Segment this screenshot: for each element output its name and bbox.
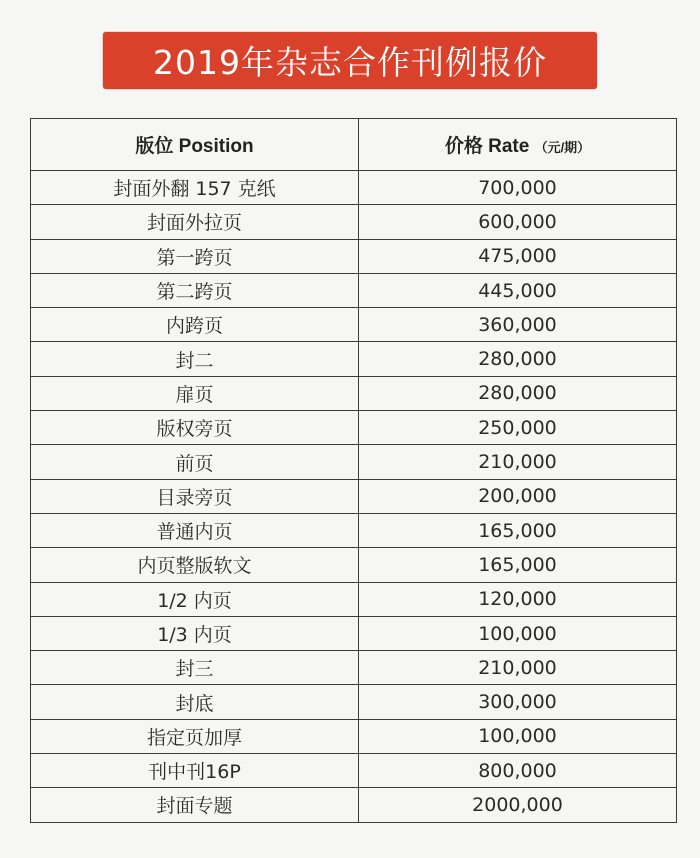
position-cell: 目录旁页 — [31, 479, 359, 513]
table-row — [31, 616, 677, 650]
table-row — [31, 273, 677, 307]
page-title: 2019年杂志合作刊例报价 — [153, 43, 547, 82]
position-cell: 封三 — [31, 651, 359, 685]
rate-cell: 210,000 — [359, 445, 677, 479]
rate-cell: 100,000 — [359, 719, 677, 753]
position-cell: 指定页加厚 — [31, 719, 359, 753]
rate-cell: 100,000 — [359, 616, 677, 650]
position-cell: 封面外拉页 — [31, 205, 359, 239]
column-header-rate-unit: （元/期） — [534, 140, 591, 155]
rate-cell: 165,000 — [359, 513, 677, 547]
price-table — [30, 118, 677, 823]
rate-cell: 300,000 — [359, 685, 677, 719]
table-row — [31, 308, 677, 342]
column-header-rate-label: 价格 Rate — [444, 136, 530, 157]
table-row — [31, 239, 677, 273]
table-row — [31, 651, 677, 685]
rate-cell: 800,000 — [359, 754, 677, 788]
table-row — [31, 205, 677, 239]
table-row — [31, 719, 677, 753]
table-row — [31, 445, 677, 479]
rate-cell: 700,000 — [359, 171, 677, 205]
position-cell: 1/3 内页 — [31, 616, 359, 650]
position-cell: 前页 — [31, 445, 359, 479]
rate-cell: 360,000 — [359, 308, 677, 342]
table-row — [31, 513, 677, 547]
rate-cell: 165,000 — [359, 548, 677, 582]
rate-cell: 280,000 — [359, 376, 677, 410]
rate-cell: 120,000 — [359, 582, 677, 616]
table-row — [31, 411, 677, 445]
position-cell: 版权旁页 — [31, 411, 359, 445]
table-row — [31, 685, 677, 719]
rate-cell: 200,000 — [359, 479, 677, 513]
position-cell: 第二跨页 — [31, 273, 359, 307]
position-cell: 封底 — [31, 685, 359, 719]
table-row — [31, 788, 677, 822]
table-row — [31, 376, 677, 410]
table-row — [31, 171, 677, 205]
position-cell: 封面外翻 157 克纸 — [31, 171, 359, 205]
position-cell: 封面专题 — [31, 788, 359, 822]
position-cell: 普通内页 — [31, 513, 359, 547]
table-row — [31, 342, 677, 376]
position-cell: 内跨页 — [31, 308, 359, 342]
rate-cell: 600,000 — [359, 205, 677, 239]
position-cell: 第一跨页 — [31, 239, 359, 273]
table-body — [31, 171, 677, 823]
position-cell: 1/2 内页 — [31, 582, 359, 616]
title-banner — [103, 32, 597, 89]
table-row — [31, 754, 677, 788]
table-row — [31, 582, 677, 616]
column-header-rate — [359, 119, 677, 171]
table-row — [31, 548, 677, 582]
column-header-position: 版位 Position — [31, 119, 359, 171]
rate-cell: 445,000 — [359, 273, 677, 307]
position-cell: 刊中刊16P — [31, 754, 359, 788]
position-cell: 封二 — [31, 342, 359, 376]
table-row — [31, 479, 677, 513]
position-cell: 内页整版软文 — [31, 548, 359, 582]
rate-cell: 475,000 — [359, 239, 677, 273]
rate-cell: 2000,000 — [359, 788, 677, 822]
position-cell: 扉页 — [31, 376, 359, 410]
rate-cell: 210,000 — [359, 651, 677, 685]
table-header-row — [31, 119, 677, 171]
rate-cell: 250,000 — [359, 411, 677, 445]
rate-cell: 280,000 — [359, 342, 677, 376]
